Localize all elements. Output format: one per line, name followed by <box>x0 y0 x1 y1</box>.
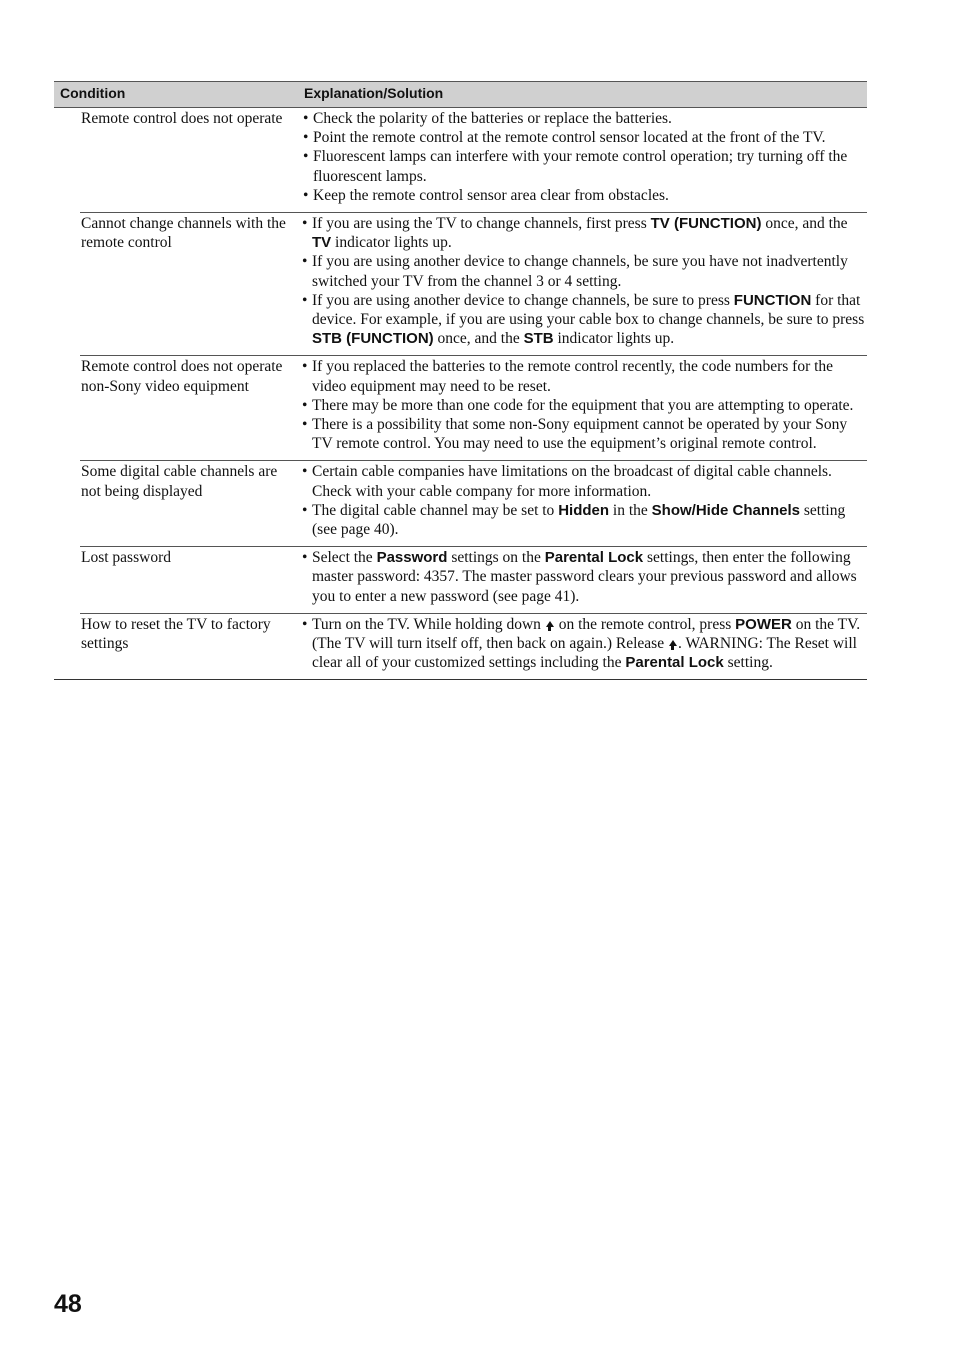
condition-cell: Lost password <box>81 549 171 567</box>
header-solution: Explanation/Solution <box>304 85 444 101</box>
solution-cell <box>291 547 867 613</box>
table-row <box>54 108 867 212</box>
page-number: 48 <box>54 1290 82 1318</box>
table-row <box>80 460 867 546</box>
table-row <box>80 355 867 460</box>
bullet-item: • If you replaced the batteries to the remote control recently, the code numbers for the video equipment may need to be reset. <box>302 358 834 395</box>
solution-cell <box>291 356 867 460</box>
troubleshooting-table <box>54 81 867 680</box>
bullet-item: • Select the Password settings on the Parental Lock settings, then enter the following master password: 4357. The master password clears your previous password and allows you to enter a new password (see page 41). <box>302 549 857 605</box>
condition-cell: How to reset the TV to factory settings <box>81 615 271 653</box>
bullet-icon: • <box>302 215 308 233</box>
bullet-item: • Turn on the TV. While holding down on the remote control, press POWER on the TV. (The TV will turn itself off, then back on again.) Release . WARNING: The Reset will clear all of your customized settings including the Parental Lock setting. <box>302 615 861 672</box>
bullet-item: • Check the polarity of the batteries or replace the batteries. <box>303 110 672 127</box>
solution-cell <box>291 461 867 546</box>
condition-cell: Some digital cable channels are not being displayed <box>81 463 278 500</box>
up-arrow-icon <box>669 640 677 646</box>
bullet-icon: • <box>302 549 308 567</box>
bullet-icon: • <box>302 291 308 309</box>
solution-cell <box>291 213 867 355</box>
bullet-icon: • <box>302 358 308 376</box>
solution-cell <box>292 108 867 212</box>
bullet-item: • If you are using the TV to change channels, first press TV (FUNCTION) once, and the TV indicator lights up. <box>302 215 848 252</box>
bullet-icon: • <box>302 396 308 414</box>
bullet-item: • Keep the remote control sensor area clear from obstacles. <box>303 186 669 204</box>
table-row <box>80 546 867 613</box>
bullet-icon: • <box>302 463 308 481</box>
bullet-icon: • <box>302 253 308 271</box>
bullet-icon: • <box>303 148 309 166</box>
bullet-icon: • <box>302 501 308 519</box>
condition-cell: Remote control does not operate <box>81 110 283 127</box>
table-header <box>54 82 867 108</box>
bullet-icon: • <box>303 110 309 127</box>
bullet-item: • If you are using another device to change channels, be sure to press FUNCTION for that device. For example, if you are using your cable box to change channels, be sure to press STB (FUNCTION) once, and the STB indicator lights up. <box>302 291 865 348</box>
up-arrow-icon <box>546 621 554 627</box>
bullet-icon: • <box>302 615 308 633</box>
solution-cell <box>291 614 867 680</box>
bullet-item: • If you are using another device to change channels, be sure you have not inadvertently switched your TV from the channel 3 or 4 setting. <box>302 253 848 290</box>
table-row <box>80 212 867 355</box>
bullet-item: • Fluorescent lamps can interfere with your remote control operation; try turning off the fluorescent lamps. <box>303 148 848 185</box>
table-row <box>80 613 867 680</box>
bullet-icon: • <box>303 129 309 147</box>
bullet-item: • The digital cable channel may be set to Hidden in the Show/Hide Channels setting (see page 40). <box>302 501 846 539</box>
header-condition: Condition <box>60 85 126 101</box>
bullet-icon: • <box>302 416 308 434</box>
bullet-item: • Certain cable companies have limitations on the broadcast of digital cable channels. Check with your cable company for more information. <box>302 463 832 500</box>
bullet-item: • There is a possibility that some non-Sony equipment cannot be operated by your Sony TV remote control. You may need to use the equipment’s original remote control. <box>302 416 848 453</box>
bullet-icon: • <box>303 186 309 204</box>
bullet-item: • There may be more than one code for the equipment that you are attempting to operate. <box>302 396 854 414</box>
condition-cell: Cannot change channels with the remote control <box>81 215 286 252</box>
condition-cell: Remote control does not operate non-Sony video equipment <box>81 358 283 395</box>
bullet-item: • Point the remote control at the remote control sensor located at the front of the TV. <box>303 129 826 147</box>
